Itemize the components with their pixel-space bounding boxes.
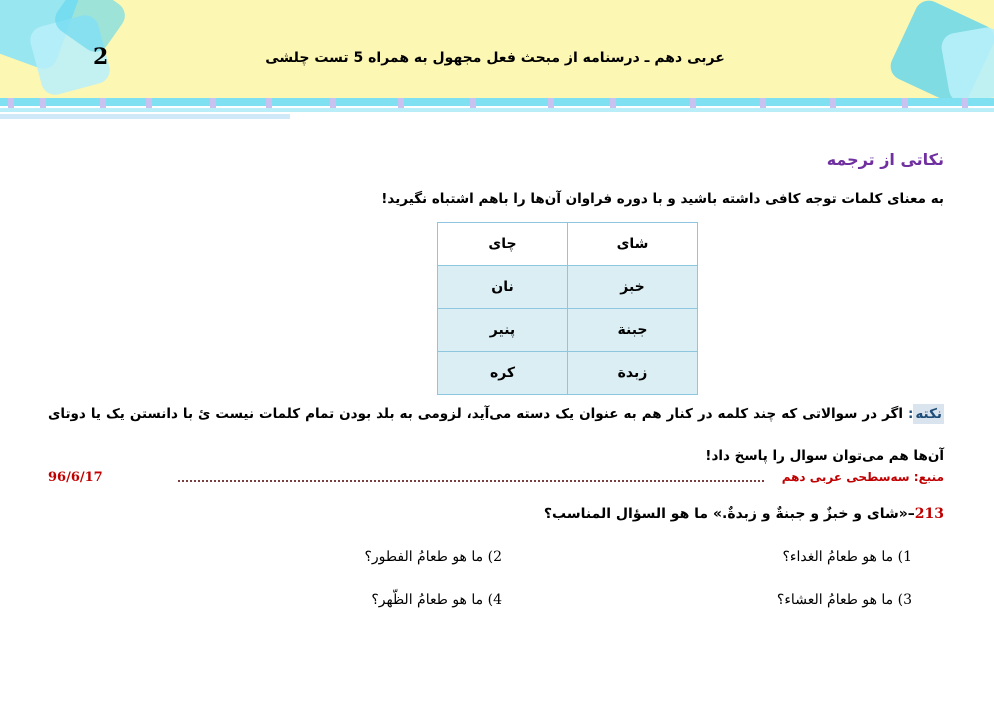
question-stem: 213–«شای و خبزٌ و جبنةٌ و زبدةٌ.» ما هو السؤال المناسب؟ xyxy=(543,506,944,522)
table-row xyxy=(438,309,698,352)
table-cell-persian: کره xyxy=(438,352,568,395)
table-cell-persian: پنیر xyxy=(438,309,568,352)
question-number: 213 xyxy=(914,506,944,522)
option-3[interactable]: 3) ما هو طعامُ العشاء؟ xyxy=(776,592,912,608)
option-2[interactable]: 2) ما هو طعامُ الفطور؟ xyxy=(364,549,502,565)
section-intro: به معنای کلمات توجه کافی داشته باشید و با دوره فراوان آن‌ها را باهم اشتباه نگیرید! xyxy=(381,191,944,207)
page-header xyxy=(0,0,994,100)
table-cell-persian: چای xyxy=(438,223,568,266)
note-label: نکته xyxy=(915,406,942,422)
table-row xyxy=(438,223,698,266)
table-cell-arabic: جبنة xyxy=(568,309,698,352)
vocabulary-table xyxy=(437,222,698,395)
page-number: 2 xyxy=(93,44,109,70)
table-cell-arabic: زبدة xyxy=(568,352,698,395)
question-text: «شای و خبزٌ و جبنةٌ و زبدةٌ.» ما هو السؤال المناسب؟ xyxy=(543,506,908,522)
table-cell-arabic: خبز xyxy=(568,266,698,309)
table-row xyxy=(438,266,698,309)
option-1[interactable]: 1) ما هو طعامُ الغداء؟ xyxy=(782,549,912,565)
header-stripe xyxy=(0,98,994,122)
source-label: منبع: سه‌سطحی عربی دهم xyxy=(781,470,944,484)
table-cell-arabic: شای xyxy=(568,223,698,266)
source-date: 96/6/17 xyxy=(48,470,103,485)
dotted-leader xyxy=(178,480,764,482)
source-line xyxy=(48,470,944,490)
note-text: اگر در سوالاتی که چند کلمه در کنار هم به عنوان یک دسته می‌آید، لزومی به بلد بودن تمام کلمات نیست ئ با دانستن یک یا دوتای آن‌ها هم می‌توان سوال را پاسخ داد! xyxy=(48,406,944,464)
table-row xyxy=(438,352,698,395)
document-title: عربی دهم ـ درسنامه از مبحث فعل مجهول به همراه 5 تست چلشی xyxy=(265,50,725,66)
note-paragraph: نکته: اگر در سوالاتی که چند کلمه در کنار هم به عنوان یک دسته می‌آید، لزومی به بلد بودن تمام کلمات نیست ئ با دانستن یک یا دوتای آن‌ها هم می‌توان سوال را پاسخ داد! xyxy=(48,406,944,464)
section-title: نکاتی از ترجمه xyxy=(826,150,944,169)
option-4[interactable]: 4) ما هو طعامُ الظّهر؟ xyxy=(371,592,502,608)
table-cell-persian: نان xyxy=(438,266,568,309)
